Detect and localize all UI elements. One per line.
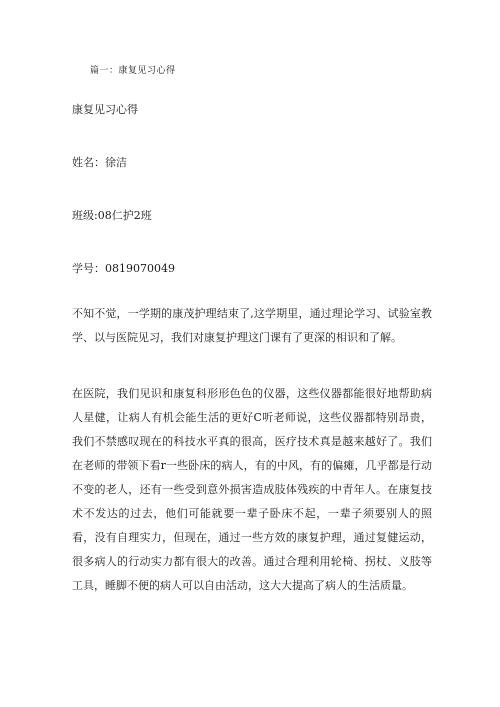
paragraph-intro: 不知不觉，一学期的康茂护理结束了,这学期里，通过理论学习、试验室教学、以与医院见习，我们对康复护理这门课有了更深的相识和了解。 xyxy=(72,307,432,344)
student-id: 学号：0819070049 xyxy=(72,262,175,275)
student-name: 姓名：徐洁 xyxy=(72,156,127,169)
paragraph-hospital: 在医院，我们见识和康复科形形色色的仪器，这些仪器都能很好地帮助病人星健，让病人有机会能生活的更好C听老师说，这些仪器都特别昂贵，我们不禁感叹现在的科技水平真的很高，医疗技术真是越来越好了。我们在老师的带领下看r一些卧床的病人，有的中风，有的偏瘫，几乎都是行动不变的老人，还有一些受到意外损害造成肢体残疾的中青年人。在康复技术不发达的过去，他们可能就要一辈子卧床不起，一辈子须要别人的照看，没有自理实力，但现在，通过一些方效的康复护理，通过复健运动，很多病人的行动实力都有很大的改善。通过合理利用轮椅、拐杖、义肢等工具，睡脚不便的病人可以自由活动，这大大提高了病人的生活质量。 xyxy=(72,387,432,592)
section-header: 篇一：康复见习心得 xyxy=(90,66,176,76)
document-title: 康复见习心得 xyxy=(72,103,138,116)
student-class: 班级:08仁护2班 xyxy=(72,209,152,222)
